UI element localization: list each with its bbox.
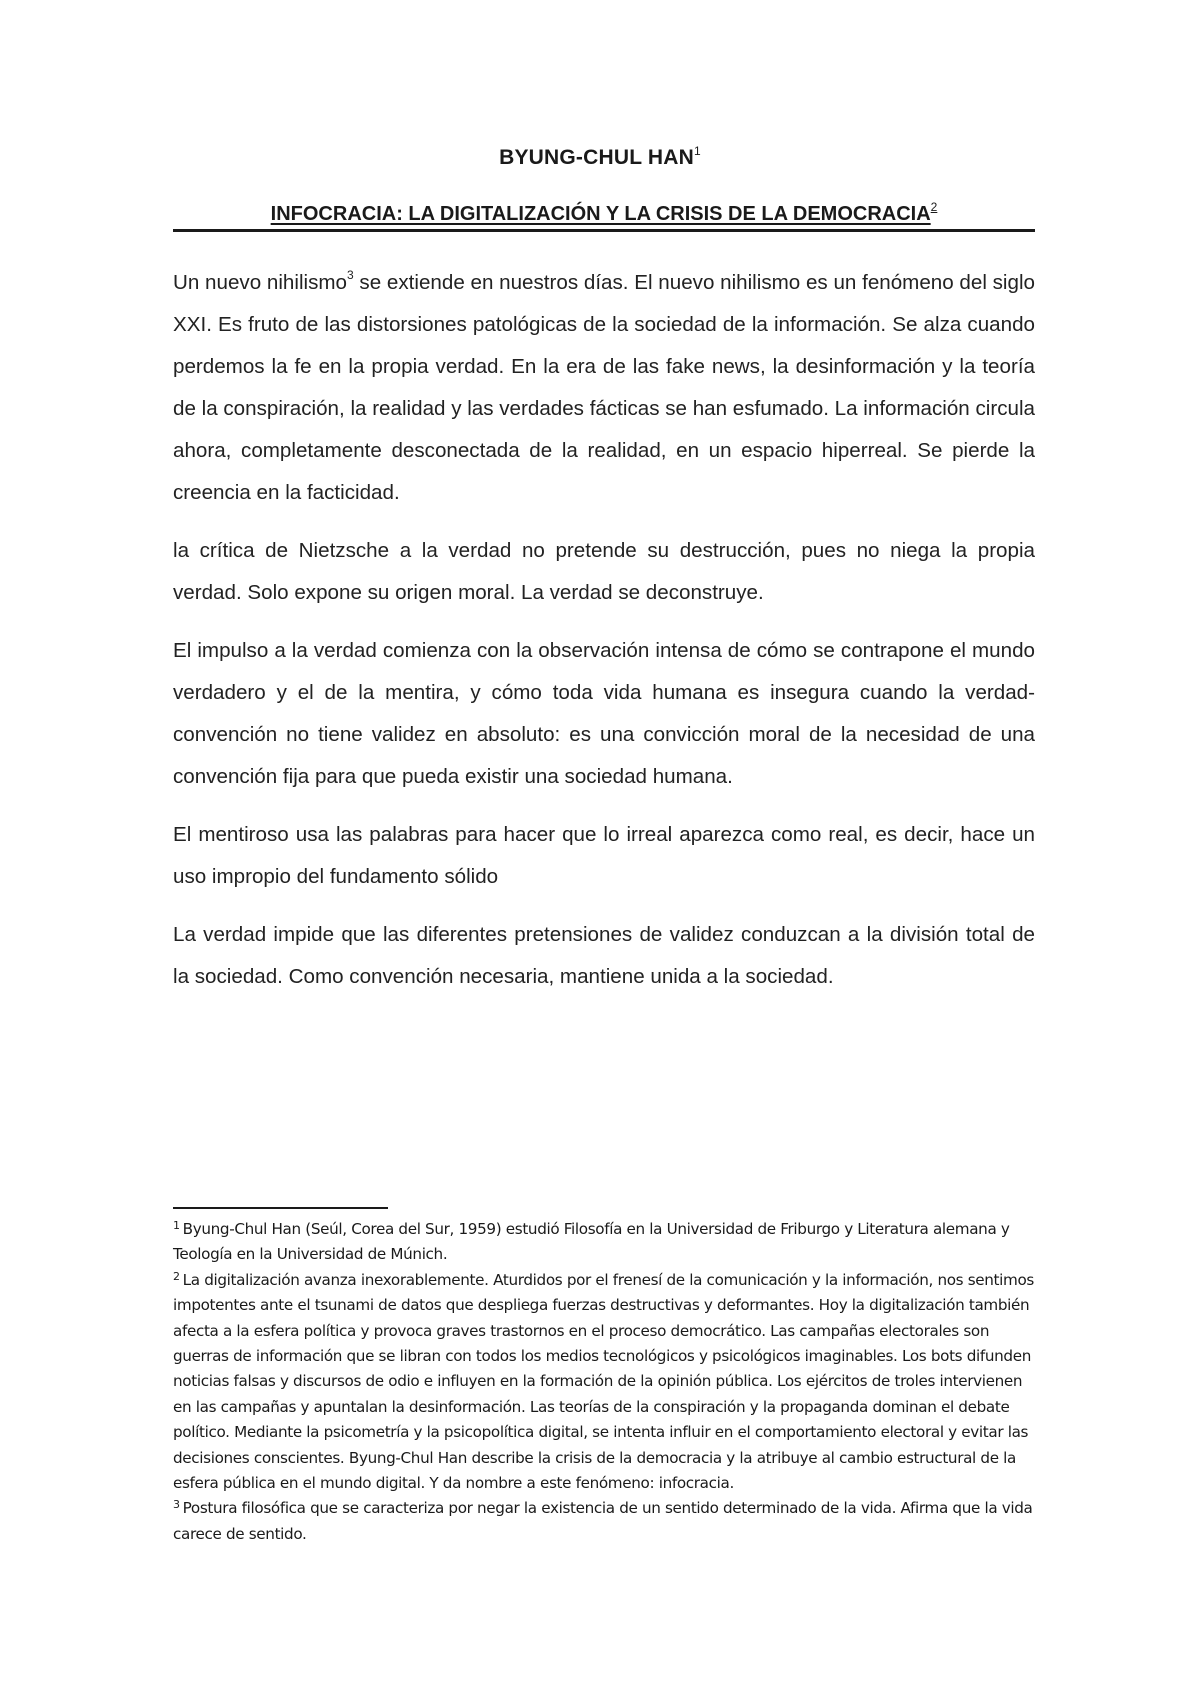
paragraph-1 bbox=[173, 262, 1035, 514]
document-title: INFOCRACIA: LA DIGITALIZACIÓN Y LA CRISIS DE LA DEMOCRACIA bbox=[270, 203, 931, 225]
paragraph-5: La verdad impide que las diferentes pretensiones de validez conduzcan a la división total de la sociedad. Como convención necesaria, mantiene unida a la sociedad. bbox=[173, 923, 1035, 988]
footnote-3-text: Postura filosófica que se caracteriza por negar la existencia de un sentido determinado de la vida. Afirma que la vida carece de sentido. bbox=[173, 1499, 1033, 1543]
footnote-separator bbox=[173, 1207, 388, 1209]
footnotes bbox=[173, 1217, 1043, 1547]
paragraph-1-rest: se extiende en nuestros días. El nuevo nihilismo es un fenómeno del siglo XXI. Es fruto de las distorsiones patológicas de la sociedad de la información. Se alza cuando perdemos la fe en la propia verdad. En la era de las fake news, la desinformación y la teoría de la conspiración, la realidad y las verdades fácticas se han esfumado. La información circula ahora, completamente desconectada de la realidad, en un espacio hiperreal. Se pierde la creencia en la facticidad. bbox=[173, 271, 1035, 504]
footnote-3-number: 3 bbox=[173, 1498, 180, 1512]
footnote-3 bbox=[173, 1496, 1043, 1547]
footnote-1-number: 1 bbox=[173, 1219, 180, 1232]
footnote-2-number: 2 bbox=[173, 1269, 180, 1283]
footnote-1-text: Byung-Chul Han (Seúl, Corea del Sur, 1959) estudió Filosofía en la Universidad de Friburgo y Literatura alemana y Teología en la Universidad de Múnich. bbox=[173, 1220, 1010, 1264]
paragraph-2: la crítica de Nietzsche a la verdad no pretende su destrucción, pues no niega la propia verdad. Solo expone su origen moral. La verdad se deconstruye. bbox=[173, 539, 1035, 604]
author-footnote-ref: 1 bbox=[694, 144, 701, 158]
paragraph-3: El impulso a la verdad comienza con la observación intensa de cómo se contrapone el mundo verdadero y el de la mentira, y cómo toda vida humana es insegura cuando la verdad-convención no tiene validez en absoluto: es una convicción moral de la necesidad de una convención fija para que pueda existir una sociedad humana. bbox=[173, 639, 1035, 788]
paragraph-1-start: Un nuevo nihilismo bbox=[173, 271, 348, 294]
author-heading bbox=[0, 146, 1200, 170]
footnote-1 bbox=[173, 1217, 1043, 1268]
paragraph-4: El mentiroso usa las palabras para hacer que lo irreal aparezca como real, es decir, hace un uso impropio del fundamento sólido bbox=[173, 823, 1035, 888]
title-footnote-ref: 2 bbox=[930, 200, 938, 214]
nihilism-footnote-ref: 3 bbox=[347, 268, 354, 282]
body-text bbox=[173, 262, 1035, 1014]
footnote-2 bbox=[173, 1268, 1043, 1497]
footnote-2-text: La digitalización avanza inexorablemente. Aturdidos por el frenesí de la comunicación y la información, nos sentimos impotentes ante el tsunami de datos que despliega fuerzas destructivas y deformantes. Hoy la digitalización también afecta a la esfera política y provoca graves trastornos en el proceso democrático. Las campañas electorales son guerras de información que se libran con todos los medios tecnológicos y psicológicos imaginables. Los bots difunden noticias falsas y discursos de odio e influyen en la formación de la opinión pública. Los ejércitos de troles intervienen en las campañas y apuntalan la desinformación. Las teorías de la conspiración y la propaganda dominan el debate político. Mediante la psicometría y la psicopolítica digital, se intenta influir en el comportamiento electoral y evitar las decisiones conscientes. Byung-Chul Han describe la crisis de la democracia y la atribuye al cambio estructural de la esfera pública en el mundo digital. Y da nombre a este fenómeno: infocracia. bbox=[173, 1270, 1034, 1493]
author-name: BYUNG-CHUL HAN bbox=[499, 146, 695, 169]
title-block bbox=[173, 200, 1035, 232]
